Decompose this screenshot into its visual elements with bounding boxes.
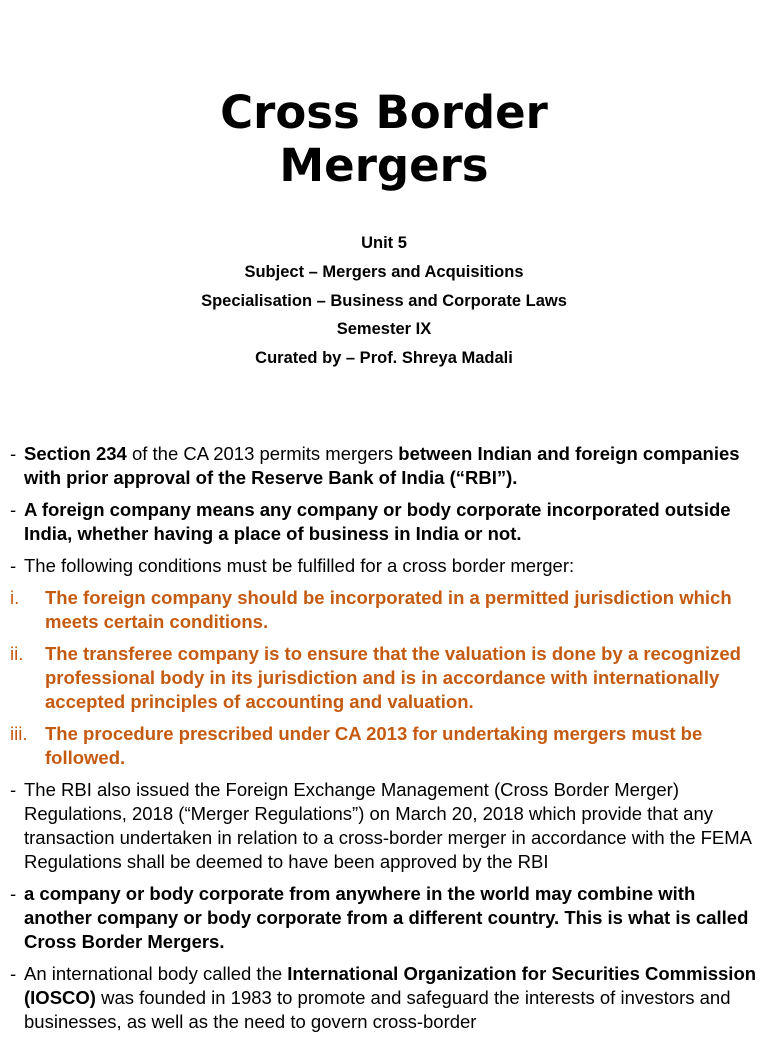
condition-text: The procedure prescribed under CA 2013 for undertaking mergers must be followed. [45,723,703,768]
condition-item [0,586,768,634]
bullet-text-bold: A foreign company means any company or body corporate incorporated outside India, whether having a place of business in India or not. [24,499,731,544]
bullet-marker: - [10,555,17,576]
bullet-marker: - [10,779,17,800]
semester-label: Semester IX [336,320,432,339]
slide-title [0,86,768,192]
condition-marker: iii. [10,723,28,744]
condition-text: The transferee company is to ensure that the valuation is done by a recognized professional body in its jurisdiction and is in accordance with internationally accepted principles of accounting and valuation. [45,643,741,712]
bullet-item [0,778,768,874]
bullet-marker: - [10,443,17,464]
condition-text: The foreign company should be incorporated in a permitted jurisdiction which meets certain conditions. [45,587,732,632]
bullet-text-bold: Section 234 [24,443,127,464]
bullet-text: was founded in 1983 to promote and safeguard the interests of investors and businesses, as well as the need to govern cross-border [24,987,731,1032]
curator-label: Curated by – Prof. Shreya Madali [255,349,513,367]
slide-subtitle [0,229,768,373]
bullet-list [0,442,768,1042]
bullet-text: The RBI also issued the Foreign Exchange Management (Cross Border Merger) Regulations, 2018 (“Merger Regulations”) on March 20, 2018 which provide that any transaction undertaken in relation to a cross-border merger in accordance with the FEMA Regulations shall be deemed to have been approved by the RBI [24,779,752,872]
bullet-item [0,442,768,490]
bullet-text-bold: between Indian and foreign companies with prior approval of the Reserve Bank of India (“RBI”). [24,443,740,488]
bullet-text-bold: a company or body corporate from anywhere in the world may combine with another company or body corporate from a different country. This is what is called Cross Border Mergers. [24,883,749,952]
bullet-marker: - [10,883,17,904]
condition-marker: ii. [10,643,24,664]
bullet-item [0,882,768,954]
unit-label: Unit 5 [361,234,407,252]
bullet-text: of the CA 2013 permits mergers [126,443,399,464]
condition-item [0,722,768,770]
bullet-item [0,554,768,578]
bullet-item [0,962,768,1034]
condition-marker: i. [10,587,20,608]
bullet-text: The following conditions must be fulfilled for a cross border merger: [24,555,575,576]
bullet-marker: - [10,963,17,984]
bullet-text: An international body called the [24,963,288,984]
bullet-item [0,498,768,546]
title-line-2: Mergers [279,139,489,192]
bullet-marker: - [10,499,17,520]
bullet-text-bold: International Organization for Securities Commission (IOSCO) [24,963,757,1008]
condition-item [0,642,768,714]
subject-label: Subject – Mergers and Acquisitions [244,262,524,281]
title-line-1: Cross Border [220,86,548,139]
specialisation-label: Specialisation – Business and Corporate Laws [201,291,567,310]
